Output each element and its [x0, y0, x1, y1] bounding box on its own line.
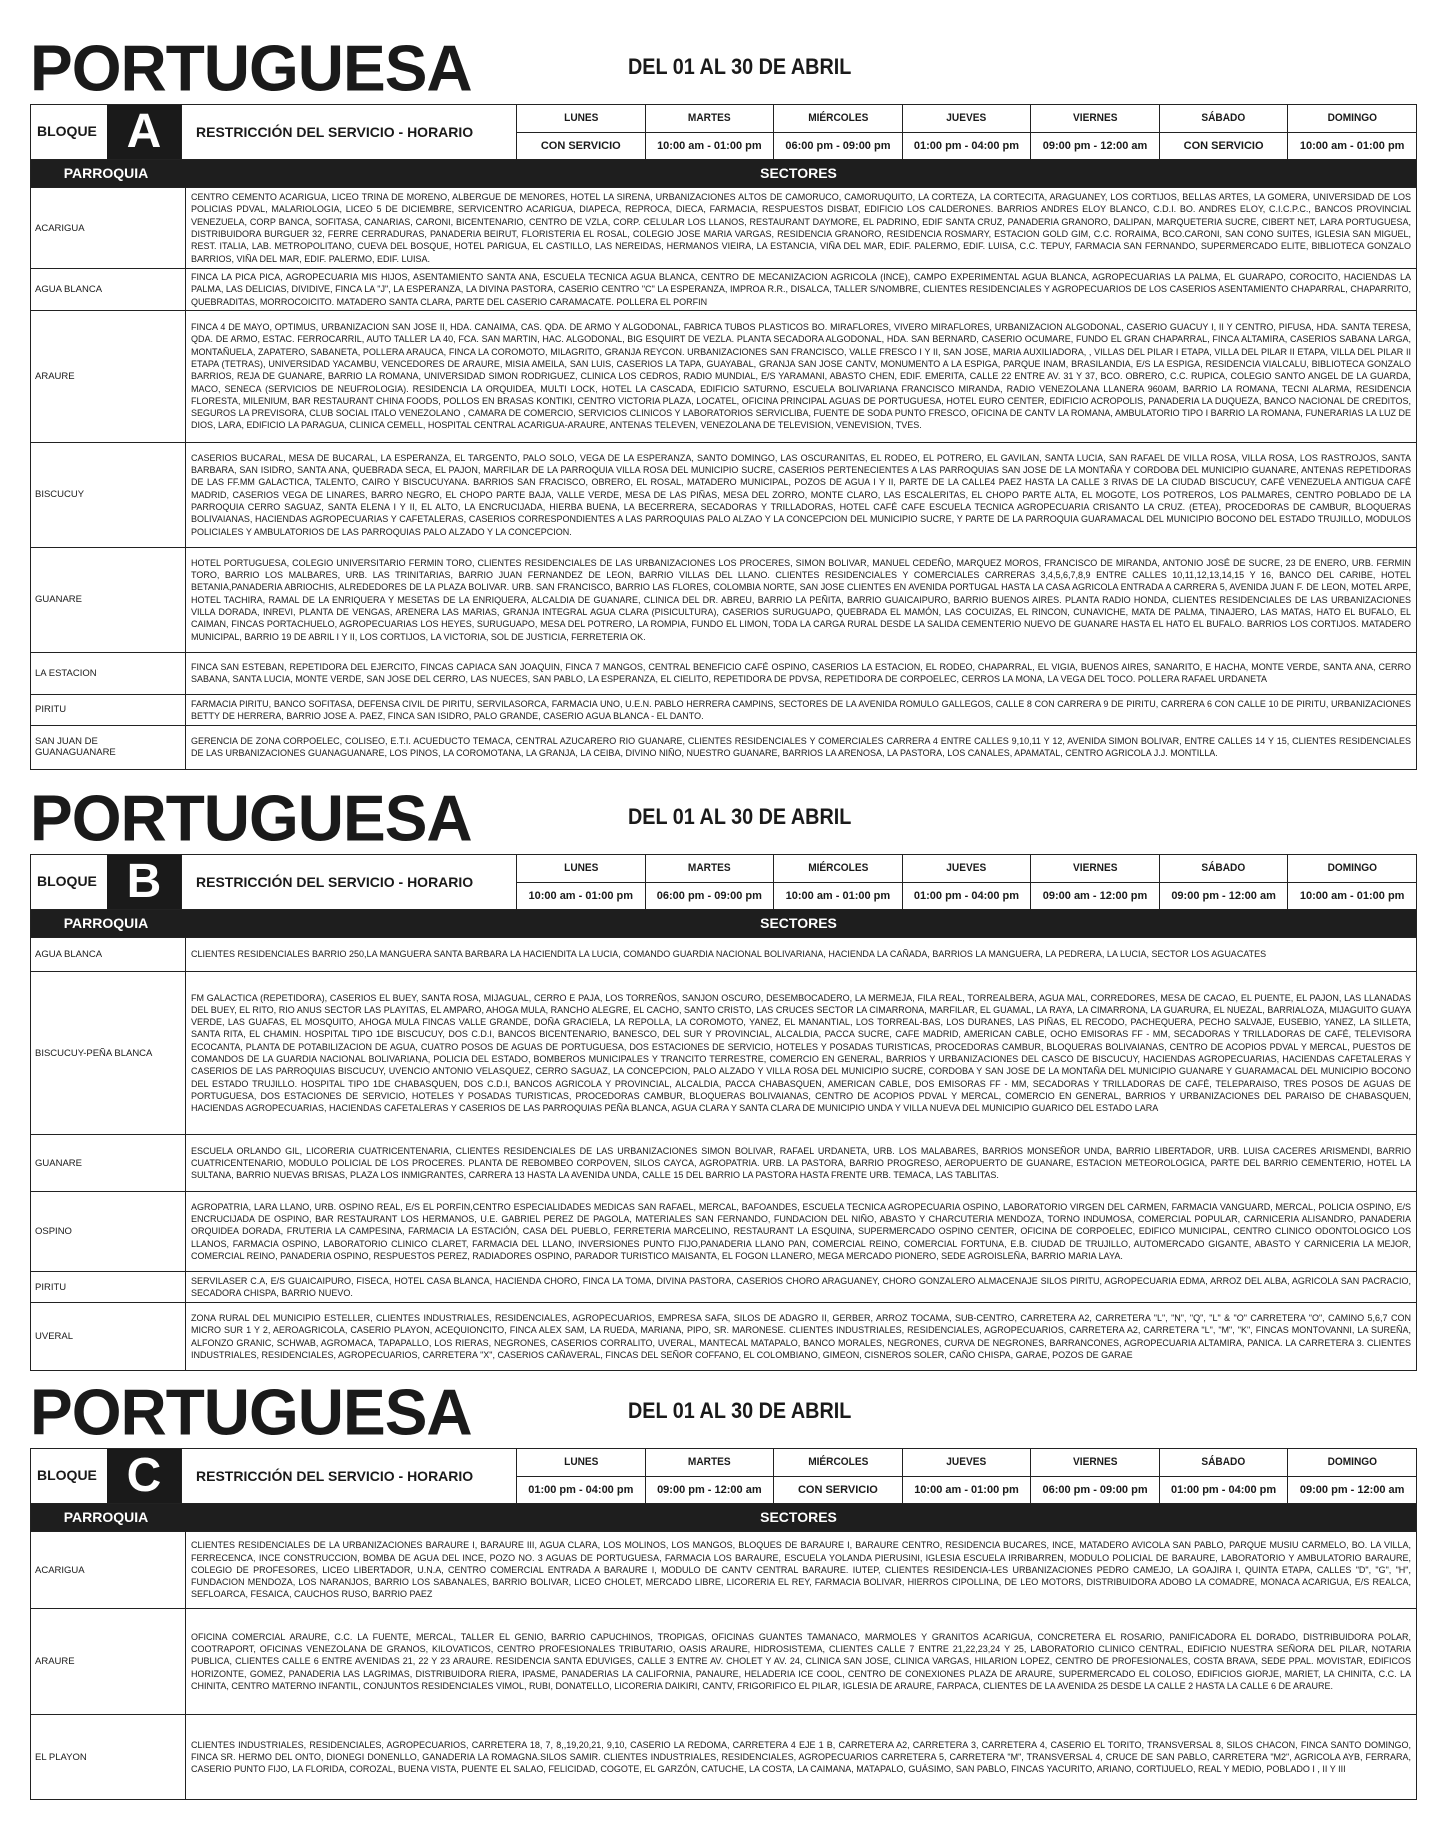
page-title: PORTUGUESA — [30, 781, 472, 855]
day-hours: 06:00 pm - 09:00 pm — [1031, 1476, 1160, 1504]
title-row — [30, 1375, 1417, 1449]
day-hours: 01:00 pm - 04:00 pm — [902, 132, 1031, 160]
day-hours: 10:00 am - 01:00 pm — [1288, 882, 1417, 910]
sectores-text: FINCA 4 DE MAYO, OPTIMUS, URBANIZACION SAN JOSE II, HDA. CANAIMA, CAS. QDA. DE ARMO Y ALGODONAL, FABRICA TUBOS PLASTICOS BO. MIRAFLORES, VIVERO MIRAFLORES, URBANIZACION ALGODONAL, CASERIO GUACUY I, II Y CENTRO, PIFUSA, HDA. SANTA TERESA, QDA. DE ARMO, ESTAC. FERROCARRIL, AUTO TALLER LA 40, FCA. SAN MARTIN, HAC. ALGODONAL, BIG ESQUIRT DE VEZLA. PLANTA SECADORA ALGODONAL, HDA. SAN BERNARD, CASERIO OCUMARE, FUNDO EL GRAN CHAPARRAL, FINCA ALTAMIRA, CASERIOS SABANA LARGA, MONTAÑUELA, ZAPATERO, SABANETA, POLLERA ARAUCA, FINCA LA COROMOTO, MILAGRITO, GRANJA REYCON. URBANIZACIONES SAN FRANCISCO, VALLE FRESCO I Y II, SAN JOSE, MARIA AUXILIADORA, , VILLAS DEL PILAR I ETAPA, VILLA DEL PILAR II ETAPA, VILLA DEL PILAR II ETAPA (TETRAS), UNIVERSIDAD YACAMBU, VENCEDORES DE ARAURE, MISIA AMEILA, SAN LUIS, CASERIOS LA TAPA, GUAYABAL, GRANJA SAN JOSE CANTV, MONUMENTO A LA ESPIGA, PARQUE INAM, BRASILANDIA, E/S LA ESPIGA, RESIDENCIA VIALCALU, BIBLIOTECA GONZALO BARRIOS, REJA DE GUANARE, BARRIO LA ROMANA, UNIVERSIDAD SIMON RODRIGUEZ, CLINICA LOS CEDROS, RADIO MUNDIAL, E/S YARAMANI, ABASTO CHEN, EDIF. EMERITA, CALLE 22 ENTRE AV. 31 Y 37, BCO. OBRERO, C.C. RUPICA, COLEGIO SANTO ANGEL DE LA GUARDA, MACO, SENECA (SERVICIOS DE NEUFROLOGIA). RESIDENCIA LA ORQUIDEA, MULTI LOCK, HOTEL LA CASCADA, EDIFICIO SATURNO, ESCUELA BOLIVARIANA FRANCISCO MIRANDA, RADIO VENEZOLANA LLANERA 960AM, BARRIO LA ROMANA, TECNI ALARMA, RESIDENCIA FLORESTA, MILENIUM, BAR RESTAURANT CHINA FOODS, POLLOS EN BRASAS KONTIKI, CENTRO VICTORIA PLAZA, LOCATEL, OFICINA PRINCIPAL AGUAS DE PORTUGUESA, HOTEL EURO CENTER, EDIFICIO ACROPOLIS, PANADERIA LA DUQUEZA, BANCO NACIONAL DE CREDITOS, SEGUROS LA PREVISORA, CLUB SOCIAL ITALO VENEZOLANO , CAMARA DE COMERCIO, SERVICIOS CLINICOS Y LABORATORIOS SERVICLIBA, FUENTE DE SODA PUNTO FRESCO, OFICINA DE CANTV LA ROMANA, AMBULATORIO TIPO I BARRIO LA ROMANA, FUNERARIAS LA LUZ DE DIOS, LARA, EDIFICIO LA PARAGUA, CLINICA CEMELL, HOSPITAL CENTRAL ACARIGUA-ARAURE, ANTENAS TELEVEN, VENEZOLANA DE TELEVISION, VENEVISION, TVES. — [186, 310, 1417, 442]
sectores-text: SERVILASER C.A, E/S GUAICAIPURO, FISECA, HOTEL CASA BLANCA, HACIENDA CHORO, FINCA LA TOMA, DIVINA PASTORA, CASERIOS CHORO ARAGUANEY, CHORO GONZALERO ALMACENAJE SILOS PIRITU, AGROPECUARIA EDMA, ARROZ DEL ALBA, AGRICOLA SAN PACRACIO, SECADORA CHISPA, BARRIO NUEVO. — [186, 1272, 1417, 1303]
sectores-text: FARMACIA PIRITU, BANCO SOFITASA, DEFENSA CIVIL DE PIRITU, SERVILASORCA, FARMACIA UNO, U.E.N. PABLO HERRERA CAMPINS, SECTORES DE LA AVENIDA ROMULO GALLEGOS, CALLE 8 CON CARRERA 9 DE PIRITU, CARRERA 6 CON CALLE 10 DE PIRITU, URBANIZACIONES BETTY DE HERRERA, BARRIO JOSE A. PAEZ, FINCA SAN ISIDRO, PALO GRANDE, CASERIO AGUA BLANCA - EL DANTO. — [186, 694, 1417, 725]
sectores-text: ZONA RURAL DEL MUNICIPIO ESTELLER, CLIENTES INDUSTRIALES, RESIDENCIALES, AGROPECUARIOS, EMPRESA SAFA, SILOS DE ADAGRO II, GERBER, ARROZ TOCAMA, SUB-CENTRO, CARRETERA A2, CARRETERA "L", "N", "Q", "L" & "O" CARRETERA "O", CAMINO 5,6,7 CON MICRO SUR 1 Y 2, AEROAGRICOLA, CASERIO PLAYON, ACEQUIONCITO, FINCA ALEX SAM, LA RUEDA, MARIANA, PIPO, SR. MARONESE. CLIENTES INDUSTRIALES, RESIDENCIALES, AGROPECUARIOS, CARRETERA A2, CARRETERA "L", "M", "K", FINCAS MONTOVANNI, LA SUREÑA, ALFONZO GRANIC, SCHWAB, AGROMACA, TAPAPALLO, LOS RIERAS, NEGRONES, CASERIOS CORRALITO, UVERAL, MANTECAL MATAPALO, BANCO MORALES, NEGRONES, CURVA DE NEGRONES, BARRANCONES, AGROPECUARIA ALTAMIRA, PANICA. LA CARRETERA 3. CLIENTES INDUSTRIALES, RESIDENCIALES, AGROPECUARIOS, CARRETERA "X", CASERIOS CAÑAVERAL, FINCAS DEL SEÑOR COFFANO, EL COLOMBIANO, GIMEON, CISNEROS SOLER, CAÑO CHISPA, GARAE, POZOS DE GARAE — [186, 1303, 1417, 1371]
block-a — [30, 31, 1417, 770]
sectors-table — [30, 187, 1417, 770]
sectores-header: SECTORES — [760, 915, 837, 931]
table-row — [31, 972, 1417, 1135]
parroquia-header: PARROQUIA — [63, 1509, 149, 1525]
table-row — [31, 1135, 1417, 1192]
table-row — [31, 1609, 1417, 1715]
day-hours: 09:00 pm - 12:00 am — [1031, 132, 1160, 160]
parroquia-header: PARROQUIA — [63, 165, 149, 181]
sectores-text: ESCUELA ORLANDO GIL, LICORERIA CUATRICENTENARIA, CLIENTES RESIDENCIALES DE LAS URBANIZACIONES SIMON BOLIVAR, RAFAEL URDANETA, URB. LOS MALABARES, BARRIOS MONSEÑOR UNDA, BARRIO LIBERTADOR, URB. LUISA CACERES ARISMENDI, BARRIO CUATRICENTENARIO, MODULO POLICIAL DE LOS PROCERES. PLANTA DE REBOMBEO CORPOVEN, SILOS CAYCA, AGROPATRIA. URB. LA PASTORA, BARRIO PROGRESO, AEROPUERTO DE GUANARE, ESTACION METEOROLOGICA, PARTE DEL BARRIO CEMENTERIO, HOTEL LA SULTANA, BARRIO NUEVAS BRISAS, PLAZA LOS INMIGRANTES, CARRERA 13 HASTA LA AVENIDA UNDA, CALLE 15 DEL BARRIO LA PASTORA HASTA FRENTE URB. TEMACA, LAS TABLITAS. — [186, 1135, 1417, 1192]
sectores-text: FM GALACTICA (REPETIDORA), CASERIOS EL BUEY, SANTA ROSA, MIJAGUAL, CERRO E PAJA, LOS TORREÑOS, SANJON OSCURO, DESEMBOCADERO, LA MERMEJA, FILA REAL, TORREALBERA, AGUA MAL, CORREDORES, MESA DE CACAO, EL PUENTE, EL PAJON, LAS LLANADAS DEL BUEY, EL RITO, RIO ANUS SECTOR LAS PLAYITAS, EL AMPARO, AHOGA MULA, RANCHO ALEGRE, EL CACHO, SANTO CRISTO, LAS CRUCES SECTOR LA CIMARRONA, MARFILAR, EL GUAMAL, LA RAYA, LA CIMARRONA, LA GUARURA, EL NUEZAL, BARRIALOZA, MIJAGUITO GUAYA VERDE, LAS GUAFAS, EL MOSQUITO, AHOGA MULA FINCAS VALLE GRANDE, DOÑA GRACIELA, LA REPOLLA, LA COROMOTO, YANEZ, EL MANANTIAL, LOS TORREAL-BAS, LOS DURANES, LAS PIÑAS, EL RECODO, PACHEQUERA, PECHO SALVAJE, EUSEBIO, YANEZ, LA SILLETA, SANTA RITA, EL CHAMIN. HOSPITAL TIPO 1DE BISCUCUY, DOS C.D.I, BANCOS BICENTENARIO, BANESCO, DEL SUR Y PROVINCIAL, ALCALDIA, PACCA SUCRE, CAFE MADRID, AMERICAN CABLE, OCHO EMISORAS FF - MM, SECADORAS Y TRILLADORAS DE CAFÉ, TELEVISORA ECOCANTA, PLANTA DE POTABILIZACION DE AGUA, CUATRO POSOS DE AGUAS DE PORTUGUESA, DOS ESTACIONES DE SERVICIO, HOTELES Y POSADAS TURISTICAS, PROCEDORAS CAMBUR, BLOQUERAS BOLIVAIANAS, CENTRO DE ACOPIOS PDVAL Y MERCAL, PUESTOS DE COMANDOS DE LA GUARDIA NACIONAL BOLIVARIANA, POLICIA DEL ESTADO, BOMBEROS MUNICIPALES Y TRANCITO TERRESTRE, COMERCIO EN GENERAL, BARRIOS Y URBANIZACIONES DEL CASCO DE BISCUCUY, HACIENDAS AGROPECUARIAS, HACIENDAS CAFETALERAS Y CASERIOS DE LAS PARROQUIAS BISCUCUY, UVENCIO ANTONIO VELASQUEZ, CERRO SAGUAZ, LA CONCEPCION, PALO ALZADO Y VILLA ROSA DEL MUNICIPIO SUCRE, CORDOBA Y SAN JOSE DE LA MONTAÑA DEL MUNICIPIO GUANARE Y GUARAMACAL DEL MUNICIPIO BOCONO DEL ESTADO TRUJILLO. HOSPITAL TIPO 1DE CHABASQUEN, DOS C.D.I, BANCOS AGRICOLA Y PROVINCIAL, ALCALDIA, PACCA CHABASQUEN, AMERICAN CABLE, DOS EMISORAS FF - MM, SECADORAS Y TRILLADORAS DE CAFÉ, TELEPARAISO, TRES POSOS DE AGUAS DE PORTUGUESA, DOS ESTACIONES DE SERVICIO, HOTELES Y POSADAS TURISTICAS, PROCEDORAS CAMBUR, BLOQUERAS BOLIVAIANAS, CENTRO DE ACOPIOS PDVAL Y MERCAL, COMERCIO EN GENERAL, BARRIOS Y URBANIZACIONES DEL PARAISO DE CHABASQUEN, HACIENDAS AGROPECUARIAS, HACIENDAS CAFETALERAS Y CASERIOS DE LAS PARROQUIAS PEÑA BLANCA, AGUA CLARA Y SANTA CLARA DE MUNICIPIO UNDA Y VILLA NUEVA DEL MUNICIPIO GUARICO DEL ESTADO LARA — [186, 972, 1417, 1135]
day-header: VIERNES — [1036, 1449, 1154, 1477]
section-header-bar — [30, 910, 1417, 937]
sectores-text: OFICINA COMERCIAL ARAURE, C.C. LA FUENTE, MERCAL, TALLER EL GENIO, BARRIO CAPUCHINOS, TROPIGAS, OFICINAS GUANTES TAMANACO, MARMOLES Y GRANITOS ACARIGUA, CONCRETERA EL ROSARIO, PANIFICADORA EL DORADO, DISTRIBUIDORA POLAR, COOTRAPORT, OFICINAS VENEZOLANA DE GRANOS, KILOVATICOS, CENTRO PROFESIONALES TRIBUTARIO, OASIS ARAURE, HIDROSISTEMA, CLIENTES CALLE 7 ENTRE 21,22,23,24 Y 25, LABORATORIO CLINICO CENTRAL, EDIFICIO NUESTRA SEÑORA DEL PILAR, NOTARIA PUBLICA, CLIENTES CALLE 6 ENTRE AVENIDAS 21, 22 Y 23 ARAURE. RESIDENCIA SANTA EDUVIGES, CALLE 3 ENTRE AV. CHOLET Y AV. 24, CLINICA SAN JOSE, CLINICA VARGAS, HILARION LOPEZ, CENTRO DE PROFESIONALES, COSTA BRAVA, SEDE PPAL. MOVISTAR, EDIFICOS HORIZONTE, GOMEZ, PANADERIA LAS LAGRIMAS, DISTRIBUIDORA RIERA, IPASME, PANADERIAS LA CALIFORNIA, PANAURE, HELADERIA ICE COOL, CENTRO DE CONEXIONES PLAZA DE ARAURE, SUPERMERCADO EL COLOSO, EDIFICIOS GIORJE, MARIET, LA CHINITA, C.C. LA CHINITA, CENTRO MATERNO INFANTIL, CONJUNTOS RESIDENCIALES VIMOL, RUBI, DONATELLO, LICORERIA DAIKIRI, CANTV, FRIGORIFICO EL PILAR, IGLESIA DE ARAURE, FARPACA, CLIENTES DE LA AVENIDA 25 DESDE LA CALLE 2 HASTA LA CALLE 6 DE ARAURE. — [186, 1609, 1417, 1715]
day-header: JUEVES — [907, 855, 1025, 883]
block-c — [30, 1375, 1417, 1800]
day-header: DOMINGO — [1293, 855, 1411, 883]
parroquia-header: PARROQUIA — [63, 915, 149, 931]
day-hours: 10:00 am - 01:00 pm — [1288, 132, 1417, 160]
table-row — [31, 1303, 1417, 1371]
day-header: MARTES — [650, 105, 768, 133]
table-row — [31, 1532, 1417, 1609]
restriction-label: RESTRICCIÓN DEL SERVICIO - HORARIO — [182, 855, 517, 910]
parroquia-name: PIRITU — [31, 1272, 186, 1303]
day-header: MARTES — [650, 1449, 768, 1477]
bloque-letter: A — [107, 105, 181, 159]
day-header: SÁBADO — [1164, 1449, 1282, 1477]
day-hours: 06:00 pm - 09:00 pm — [645, 882, 774, 910]
parroquia-name: AGUA BLANCA — [31, 269, 186, 311]
table-row — [31, 652, 1417, 694]
schedule-table — [30, 104, 1417, 160]
day-header: MARTES — [650, 855, 768, 883]
parroquia-name: BISCUCUY-PEÑA BLANCA — [31, 972, 186, 1135]
day-hours: 09:00 am - 12:00 pm — [1031, 882, 1160, 910]
table-row — [31, 442, 1417, 547]
sectores-text: CENTRO CEMENTO ACARIGUA, LICEO TRINA DE MORENO, ALBERGUE DE MENORES, HOTEL LA SIRENA, URBANIZACIONES ALTOS DE CAMORUCO, CAMORUQUITO, LA CORTEZA, LA CORTECITA, ARAGUANEY, LOS CORTIJOS, BELLAS ARTES, LA GOMERA, UNIVERSIDAD DE LOS POLICIAS PDVAL, MALARIOLOGIA, LICEO 5 DE DICIEMBRE, SERVICENTRO ACARIGUA, DIAPECA, REPROCA, DIECA, FARMACIA, RESPUESTOS DISBAT, EDIFICIO LOS CALDERONES. BARRIOS ANDRES ELOY BLANCO, C.D.I. BO. ANDRES ELOY, C.I.C.P.C., BANCOS PROVINCIAL VENEZUELA, CORP BANCA, SOFITASA, CANARIAS, CARONI, BICENTENARIO, CENTRO DE VZLA, CORP. CELULAR LOS LLANOS, RESTAURANT DAYMORE, EL PADRINO, EDIF SANTA CRUZ, PANADERIA GRANORO, DALIPAN, MARQUETERIA SUCRE, CIBERT NET, LARA PORTUGUESA, DISTRIBUIDORA BURGUER 32, FERRE CERRADURAS, PANADERIA BEIRUT, FLORISTERIA EL ROSAL, COLEGIO JOSE MARIA VARGAS, RESIDENCIA GRANORO, RESIDENCIA ROSMARY, ESTACION GOLD GIM, C.C. RORAIMA, BCO.CARONI, SAN CONO SUITES, IGLESIA SAN MIGUEL, REST. ITALIA, LAB. METROPOLITANO, CUEVA DEL BOSQUE, HOTEL PARIGUA, EL CASTILLO, LAS NEREIDAS, HERMANOS VIEIRA, LA ESTANCIA, VIÑA DEL MAR, EDIF. PALERMO, EDIF. LUISA, C.C. TEPUY, FARMACIA SAN FERNANDO, SUPERMERCADO ELITE, BIBLIOTECA GONZALO BARRIOS, VIÑA DEL MAR, EDIF. PALERMO, EDIF. LUISA. — [186, 188, 1417, 269]
sectors-table — [30, 1531, 1417, 1800]
day-header: LUNES — [522, 855, 640, 883]
day-header: MIÉRCOLES — [779, 1449, 897, 1477]
sectores-text: GERENCIA DE ZONA CORPOELEC, COLISEO, E.T.I. ACUEDUCTO TEMACA, CENTRAL AZUCARERO RIO GUANARE, CLIENTES RESIDENCIALES Y COMERCIALES CARRERA 4 ENTRE CALLES 9,10,11 Y 12, AVENIDA SIMON BOLIVAR, ENTRE CALLES 14 Y 15, CLIENTES RESIDENCIALES DE LAS URBANIZACIONES GUANAGUANARE, LOS PINOS, LA COROMOTANA, LA GRANJA, LA CEIBA, DIVINO NIÑO, NUESTRO GUANARE, BARRIOS LA ARENOSA, LA PASTORA, LOS CANALES, APAMATAL, CENTRO AGRICOLA J.J. MONTILLA. — [186, 725, 1417, 769]
day-header: SÁBADO — [1164, 105, 1282, 133]
day-hours: 09:00 pm - 12:00 am — [1159, 882, 1288, 910]
sectores-text: FINCA LA PICA PICA, AGROPECUARIA MIS HIJOS, ASENTAMIENTO SANTA ANA, ESCUELA TECNICA AGUA BLANCA, CENTRO DE MECANIZACION AGRICOLA (INCE), CAMPO EXPERIMENTAL AGUA BLANCA, AGROPECUARIAS LA PALMA, EL GUARAPO, COROCITO, HACIENDAS LA PALMA, LAS DELICIAS, DIVIDIVE, FINCA LA "J", LA ESPERANZA, LA DIVINA PASTORA, CASERIO CENTRO "C" LA ESPERANZA, IMPROA R.R., DISALCA, TALLER S/NOMBRE, CLIENTES RESIDENCIALES Y AGROPECUARIOS DE LOS CASERIOS ASENTAMIENTO CHAPARRAL, CHAPARRITO, QUEBRADITAS, MORROCOICITO. MATADERO SANTA CLARA, PARTE DEL CASERIO CARAMACATE. POLLERA EL PORFIN — [186, 269, 1417, 311]
parroquia-name: ARAURE — [31, 310, 186, 442]
table-row — [31, 694, 1417, 725]
page-title: PORTUGUESA — [30, 31, 472, 105]
day-hours: 06:00 pm - 09:00 pm — [774, 132, 903, 160]
day-hours: 10:00 am - 01:00 pm — [517, 882, 646, 910]
sectores-text: CLIENTES INDUSTRIALES, RESIDENCIALES, AGROPECUARIOS, CARRETERA 18, 7, 8,,19,20,21, 9,10, CASERIO LA REDOMA, CARRETERA 4 EJE 1 B, CARRETERA A2, CARRETERA 3, CARRETERA 4, CASERIO EL TORITO, TRANSVERSAL 8, SILOS CHACON, FINCA SANTO DOMINGO, FINCA SR. HERMO DEL ONTO, DIONEGI DONENLLO, GANADERIA LA ROMAGNA.SILOS SAMIR. CLIENTES INDUSTRIALES, RESIDENCIALES, AGROPECUARIOS CARRETERA 5, CARRETERA "M", TRANSVERSAL 4, CRUCE DE SAN PABLO, CARRETERA "M2", AGRICOLA AYB, FERRARA, CASERIO PUNTO FIJO, LA FLORIDA, COROZAL, BUENA VISTA, PUENTE EL SALAO, FELICIDAD, COGOTE, EL GARZÓN, CATUCHE, LA COSTA, LA CAIMANA, MATAPALO, GUÁSIMO, SAN PABLO, FINCAS YACURITO, ARIANO, CORTIJUELO, REAL Y MEDIO, POBLADO I , II Y III — [186, 1715, 1417, 1800]
parroquia-name: PIRITU — [31, 694, 186, 725]
table-row — [31, 938, 1417, 972]
date-range: DEL 01 AL 30 DE ABRIL — [628, 54, 852, 79]
parroquia-name: ACARIGUA — [31, 188, 186, 269]
sectores-text: CLIENTES RESIDENCIALES BARRIO 250,LA MANGUERA SANTA BARBARA LA HACIENDITA LA LUCIA, COMANDO GUARDIA NACIONAL BOLIVARIANA, HACIENDA LA CAÑADA, BARRIOS LA MANGUERA, LA PEDRERA, LA LUCIA, SECTOR LOS AGUACATES — [186, 938, 1417, 972]
day-header: LUNES — [522, 105, 640, 133]
day-header: VIERNES — [1036, 855, 1154, 883]
parroquia-name: BISCUCUY — [31, 442, 186, 547]
day-hours: CON SERVICIO — [1159, 132, 1288, 160]
table-row — [31, 1715, 1417, 1800]
table-row — [31, 310, 1417, 442]
block-b — [30, 781, 1417, 1371]
day-header: DOMINGO — [1293, 1449, 1411, 1477]
date-range: DEL 01 AL 30 DE ABRIL — [628, 804, 852, 829]
bloque-letter: B — [107, 855, 181, 909]
title-row — [30, 31, 1417, 105]
parroquia-name: GUANARE — [31, 547, 186, 652]
bloque-label: BLOQUE — [37, 873, 97, 889]
day-header: DOMINGO — [1293, 105, 1411, 133]
day-hours: 09:00 pm - 12:00 am — [645, 1476, 774, 1504]
table-row — [31, 725, 1417, 769]
parroquia-name: ACARIGUA — [31, 1532, 186, 1609]
day-hours: 01:00 pm - 04:00 pm — [1159, 1476, 1288, 1504]
day-header: MIÉRCOLES — [779, 855, 897, 883]
sectores-text: AGROPATRIA, LARA LLANO, URB. OSPINO REAL, E/S EL PORFIN,CENTRO ESPECIALIDADES MEDICAS SAN RAFAEL, MERCAL, BAFOANDES, ESCUELA TECNICA AGROPECUARIA OSPINO, LABORATORIO VIRGEN DEL CARMEN, FARMACIA VANGUARD, MERCAL, POLICIA OSPINO, E/S ENCRUCIJADA DE OSPINO, BAR RESTAURANT LOS HERMANOS, U.E. GABRIEL PEREZ DE PAGOLA, MATERIALES SAN FERNANDO, FUNDACION DEL NIÑO, ABASTO Y CHARCUTERIA MENDOZA, TORNO INDUMOSA, COMERCIAL POPULAR, CARNICERIA ALISANDRO, PANADERIA ORQUIDEA DORADA, FRUTERIA LA CAMPESINA, FARMACIA LA ESTACIÓN, CASA DEL PUEBLO, FERRETERIA MARCELINO, RESTAURANT LA ESQUINA, SUPERMERCADO OSPINO CENTER, OFICINA DE CORPOELEC, EDIFICO MUNICIPAL, CENTRO CLINICO ODONTOLOGICO LOS LLANOS, FARMACIA OSPINO, LABORATORIO CLINICO CLARET, FARMACIA DEL LLANO, INVERSIONES PUNTO FIJO,PANADERIA LLANO PAN, COMERCIAL REINO, COMERCIAL FORTUNA, E.B. CIUDAD DE TRUJILLO, AUTOMERCADO GIGANTE, ABASTO Y CARNICERIA LA MEJOR, COMERCIAL REINO, PANADERIA OSPINO, RESPUESTOS PEREZ, RADIADORES OSPINO, PARADOR TURISTICO MAISANTA, EL FOGON LLANERO, MEGA MERCADO PIONERO, SEDE AGROISLEÑA, BARRIO MARIA LAYA. — [186, 1192, 1417, 1272]
bloque-cell — [31, 1449, 182, 1504]
table-row — [31, 1272, 1417, 1303]
section-header-bar — [30, 160, 1417, 187]
day-hours: 10:00 am - 01:00 pm — [774, 882, 903, 910]
day-header: LUNES — [522, 1449, 640, 1477]
parroquia-name: UVERAL — [31, 1303, 186, 1371]
parroquia-name: LA ESTACION — [31, 652, 186, 694]
parroquia-name: SAN JUAN DE GUANAGUANARE — [31, 725, 186, 769]
bloque-label: BLOQUE — [37, 123, 97, 139]
day-hours: 10:00 am - 01:00 pm — [645, 132, 774, 160]
sectores-header: SECTORES — [760, 1509, 837, 1525]
section-header-bar — [30, 1504, 1417, 1531]
parroquia-name: GUANARE — [31, 1135, 186, 1192]
page-title: PORTUGUESA — [30, 1375, 472, 1449]
day-header: SÁBADO — [1164, 855, 1282, 883]
bloque-label: BLOQUE — [37, 1467, 97, 1483]
parroquia-name: OSPINO — [31, 1192, 186, 1272]
day-hours: 10:00 am - 01:00 pm — [902, 1476, 1031, 1504]
parroquia-name: AGUA BLANCA — [31, 938, 186, 972]
day-hours: 01:00 pm - 04:00 pm — [902, 882, 1031, 910]
restriction-label: RESTRICCIÓN DEL SERVICIO - HORARIO — [182, 1449, 517, 1504]
sectores-text: HOTEL PORTUGUESA, COLEGIO UNIVERSITARIO FERMIN TORO, CLIENTES RESIDENCIALES DE LAS URBANIZACIONES LOS PROCERES, SIMON BOLIVAR, MANUEL CEDEÑO, MARQUEZ MOROS, FRANCISCO DE MIRANDA, ANTONIO JOSÉ DE SUCRE, 23 DE ENERO, URB. FERMIN TORO, BARRIO LOS MALBARES, URB. LAS TRINITARIAS, BARRIO JUAN FERNANDEZ DE LEON, BARRIO VILLAS DEL LLANO. CLIENTES RESIDENCIALES Y COMERCIALES CARRERAS 3,4,5,6,7,8,9 ENTRE CALLES 10,11,12,13,14,15 Y 16, BANCO DEL CARIBE, HOTEL BETANIA,PANADERIA ABRIOCHIS, ALREDEDORES DE LA PLAZA BOLIVAR. URB. SAN FRANCISCO, BARRIO LAS FLORES, COLOMBIA NORTE, SAN JOSE CLIENTES EN AVENIDA PORTUGAL HASTA LA CASA AGRICOLA ENTRADA A CARRERA 5, AVENIDA JUAN F. DE LEON, MOTEL ARPE, HOTEL TACHIRA, RAMAL DE LA ENRIQUERA Y MESETAS DE LA ENRIQUERA, ALCALDIA DE GUANARE, CLINICA DEL DR. ABREU, BARRIO LA PEÑITA, BARRIO GUAICAIPURO, BARRIO BUENOS AIRES. PLANTA RADIO HONDA, CLIENTES RESIDENCIALES DE LAS URBANIZACIONES VILLA DORADA, INREVI, PLANTA DE VENGAS, ARENERA LAS MARIAS, GRANJA INTEGRAL AGUA CLARA (PISICULTURA), CASERIOS SURUGUAPO, QUEBRADA EL MAMÓN, LAS COCUIZAS, EL RINCON, CUNAVICHE, MATA DE PALMA, TINAJERO, LAS MATAS, HATO EL BUFALO, EL CAIMAN, FINCAS PORTACHUELO, AGROPECUARIAS LOS HEYES, SURUGUAPO, MESA DEL POTRERO, LA ROMPIA, FUNDO EL LIMON, TODA LA CARGA RURAL DESDE LA SALIDA CEMENTERIO NUEVO DE GUANARE HASTA EL HATO EL BUFALO. BARRIOS LOS CORTIJOS. MATADERO MUNICIPAL, BARRIO 19 DE ABRIL I Y II, LOS CORTIJOS, LA VICTORIA, SOL DE JUSTICIA, FERRETERIA OK. — [186, 547, 1417, 652]
table-row — [31, 269, 1417, 311]
day-hours: 09:00 pm - 12:00 am — [1288, 1476, 1417, 1504]
day-hours: CON SERVICIO — [517, 132, 646, 160]
table-row — [31, 1192, 1417, 1272]
title-row — [30, 781, 1417, 855]
bloque-cell — [31, 105, 182, 160]
table-row — [31, 188, 1417, 269]
sectores-text: CLIENTES RESIDENCIALES DE LA URBANIZACIONES BARAURE I, BARAURE III, AGUA CLARA, LOS MOLINOS, LOS MANGOS, BLOQUES DE BARAURE I, BARAURE CENTRO, RESIDENCIA BUCARES, INCE, MATADERO AVICOLA SAN PABLO, PARQUE MUSIU CARMELO, BO. LA VILLA, FERRECENCA, INCE CONSTRUCCION, BOMBA DE AGUA DEL INCE, POZO NO. 3 AGUAS DE PORTUGUESA, FARMACIA LOS BARAURE, ESCUELA YOLANDA PIERUSINI, IGLESIA ESCUELA IRRIBARREN, MODULO POLICIAL DE BARAURE, LABORATORIO Y AMBULATORIO BARAURE, COLEGIO DE PROFESORES, LICEO LIBERTADOR, U.N.A, CENTRO COMERCIAL ENTRADA A BARAURE I, MODULO DE CANTV CENTRAL BARAURE. IUTEP, CLIENTES RESIDENCIA-LES URBANIZACIONES PEDRO CAMEJO, LA GOAJIRA I, QUINTA ETAPA, CALLES "D", "G", "H", FUNDACION MENDOZA, LOS NARANJOS, BARRIO LOS SABANALES, BARRIO BOLIVAR, LICEO CHOLET, MERCADO LIBRE, LICORERIA EL REY, FARMACIA BOLIVAR, HIERROS CIPOLLINA, DE LEO MOTORS, DISTRIBUIDORA ADOBO LA COMADRE, MONACA ACARIGUA, E/S REALCA, SEFLOARCA, FESAICA, CAUCHOS RUSO, BARRIO PAEZ — [186, 1532, 1417, 1609]
day-header: JUEVES — [907, 105, 1025, 133]
sectors-table — [30, 937, 1417, 1371]
day-header: VIERNES — [1036, 105, 1154, 133]
schedule-table — [30, 1448, 1417, 1504]
restriction-label: RESTRICCIÓN DEL SERVICIO - HORARIO — [182, 105, 517, 160]
day-header: MIÉRCOLES — [779, 105, 897, 133]
table-row — [31, 547, 1417, 652]
sectores-text: CASERIOS BUCARAL, MESA DE BUCARAL, LA ESPERANZA, EL TARGENTO, PALO SOLO, VEGA DE LA ESPERANZA, SANTO DOMINGO, LAS OSCURANITAS, EL RODEO, EL POTRERO, EL GAVILAN, SANTA LUCIA, SAN RAFAEL DE VILLA ROSA, VILLA ROSA, LOS RASTROJOS, SANTA BARBARA, SAN ISIDRO, SANTA ANA, QUEBRADA SECA, EL PAJON, MARFILAR DE LA PARROQUIA VILLA ROSA DEL MUNICIPIO SUCRE, CASERIOS PERTENECIENTES A LAS PARROQUIAS SAN JOSE DE LA MONTAÑA Y CORDOBA DEL MUNICIPIO GUANARE, ANTENAS REPETIDORAS DE LAS FF.MM GALACTICA, TALENTO, CAIRO Y BISCUCUYANA. BARRIOS SAN FRACISCO, OBRERO, EL ROSAL, MATADERO MUNICIPAL, POZOS DE AGUA I Y II, PARTE DE LA CALLE4 PAEZ HASTA LA CALLE 3 RIVAS DE LA CIUDAD BISCUCUY, CAFÉ VENEZUELA ANTIGUA CAFÉ MADRID, CASERIOS VEGA DE LINARES, BARRO NEGRO, EL CHOPO PARTE BAJA, VALLE VERDE, MESA DE LAS PIÑAS, MESA DEL ZORRO, MONTE CLARO, LAS ESCALERITAS, EL CHOPO PARTE ALTA, EL MOGOTE, LOS POTREROS, LOS PALMARES, CENTRO POBLADO DE LA PARROQUIA CERRO SAGUAZ, SANTA ELENA I Y II, EL ALTO, LA ENCRUCIJADA, HIERBA BUENA, LA BECERRERA, SECADORAS Y TRILLADORAS, HOTEL CAFÉ CAFE ESCUELA TECNICA AGROPECUARIA CRISANTO LA CRUZ. (ETEA), PROCEDORAS DE CAMBUR, BLOQUERAS BOLIVAIANAS, HACIENDAS AGROPECUARIAS Y CAFETALERAS, CASERIOS CORRESPONDIENTES A LAS PARROQUIAS PALO ALZAO Y LA CONCEPCION DEL MUNICIPIO SUCRE, Y PARTE DE LA PARROQUIA GUARAMACAL DEL MUNICIPIO BOCONO DEL ESTADO TRUJILLO, MODULOS POLICIALES Y AMBULATORIOS DE LAS PARROQUIAS PALO ALZADO Y LA CONCEPCION. — [186, 442, 1417, 547]
bloque-letter: C — [107, 1449, 181, 1503]
date-range: DEL 01 AL 30 DE ABRIL — [628, 1398, 852, 1423]
bloque-cell — [31, 855, 182, 910]
parroquia-name: ARAURE — [31, 1609, 186, 1715]
parroquia-name: EL PLAYON — [31, 1715, 186, 1800]
day-hours: CON SERVICIO — [774, 1476, 903, 1504]
sectores-text: FINCA SAN ESTEBAN, REPETIDORA DEL EJERCITO, FINCAS CAPIACA SAN JOAQUIN, FINCA 7 MANGOS, CENTRAL BENEFICIO CAFÉ OSPINO, CASERIOS LA ESTACION, EL RODEO, CHAPARRAL, EL VIGIA, BUENOS AIRES, SANARITO, E HACHA, MONTE VERDE, SANTA ANA, CERRO SABANA, SANTA LUCIA, MONTE VERDE, SAN JOSE DEL CERRO, LAS NUECES, SAN PABLO, LA ESPERANZA, EL CIELITO, REPETIDORA DE PDVSA, REPETIDORA DE CORPOELEC, CERROS LA MONA, LA VEGA DEL TOCO. POLLERA RAFAEL URDANETA — [186, 652, 1417, 694]
day-hours: 01:00 pm - 04:00 pm — [517, 1476, 646, 1504]
day-header: JUEVES — [907, 1449, 1025, 1477]
schedule-table — [30, 854, 1417, 910]
sectores-header: SECTORES — [760, 165, 837, 181]
